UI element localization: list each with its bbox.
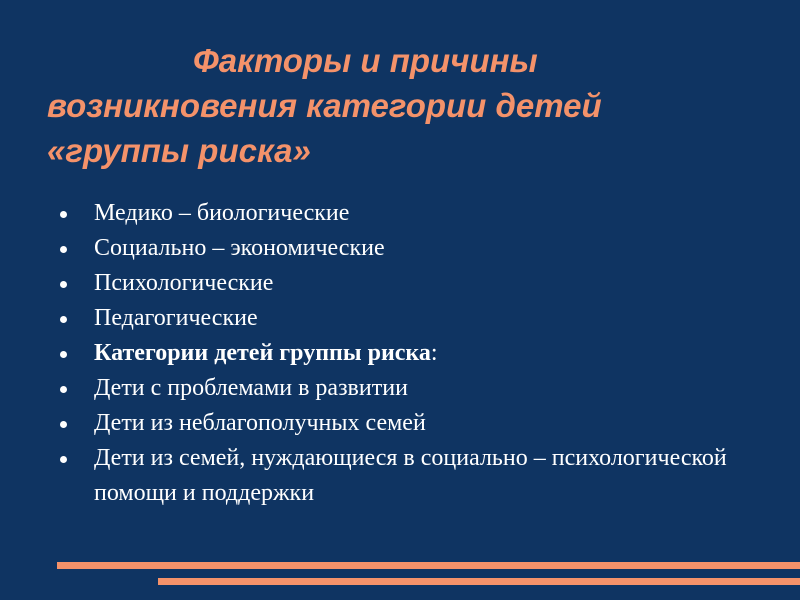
bullet-text: Педагогические — [94, 305, 258, 331]
bullet-item — [58, 441, 758, 511]
bullet-item — [58, 406, 758, 441]
bullet-dot-icon — [60, 316, 67, 323]
bullet-text: Психологические — [94, 270, 274, 296]
bullet-item — [58, 231, 758, 266]
title-line-2: возникновения категории детей — [47, 87, 602, 124]
bullet-text: Медико – биологические — [94, 200, 350, 226]
bullet-list — [58, 196, 758, 511]
slide-title — [47, 38, 767, 173]
bullet-item — [58, 196, 758, 231]
bullet-dot-icon — [60, 421, 67, 428]
bullet-text: Дети из неблагополучных семей — [94, 410, 426, 436]
bullet-text: Социально – экономические — [94, 235, 385, 261]
bullet-item — [58, 371, 758, 406]
bullet-item — [58, 301, 758, 336]
title-line-1: Факторы и причины — [193, 42, 538, 79]
bullet-dot-icon — [60, 456, 67, 463]
bullet-dot-icon — [60, 281, 67, 288]
bullet-dot-icon — [60, 211, 67, 218]
decorative-rule-bottom — [158, 578, 800, 585]
bullet-dot-icon — [60, 351, 67, 358]
bullet-item — [58, 266, 758, 301]
bullet-bold-text: Категории детей группы риска — [94, 340, 431, 366]
bullet-dot-icon — [60, 246, 67, 253]
bullet-text-suffix: : — [430, 340, 438, 366]
bullet-dot-icon — [60, 386, 67, 393]
decorative-rule-top — [57, 562, 800, 569]
bullet-item — [58, 336, 758, 371]
bullet-text: Дети с проблемами в развитии — [94, 375, 408, 401]
bullet-text: Дети из семей, нуждающиеся в социально – психологической помощи и поддержки — [94, 445, 727, 506]
title-line-3: «группы риска» — [47, 132, 311, 169]
